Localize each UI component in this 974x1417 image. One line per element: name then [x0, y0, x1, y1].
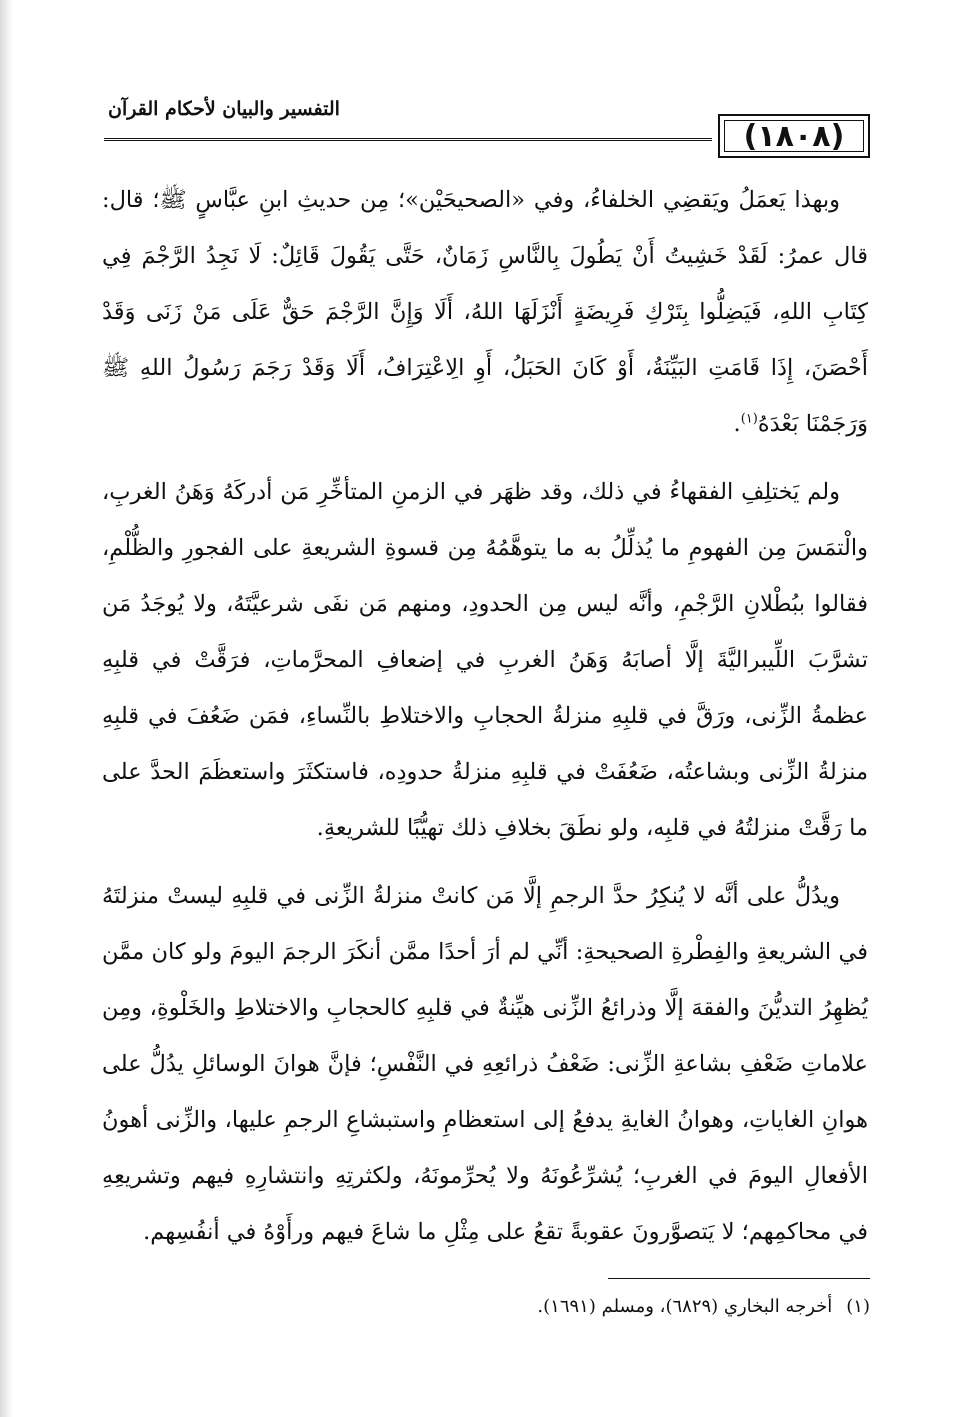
header-divider [104, 138, 712, 141]
page-header [104, 92, 870, 162]
footnote-text: أخرجه البخاري (٦٨٢٩)، ومسلم (١٦٩١). [537, 1296, 833, 1317]
paragraph-1-end: . [733, 411, 741, 437]
paragraph-1-text: وبهذا يَعمَلُ ويَقضِي الخلفاءُ، وفي «الصحيحَيْن»؛ مِن حديثِ ابنِ عبَّاسٍ ﷺ؛ قال: قال عمرُ: لَقَدْ خَشِيتُ أَنْ يَطُولَ بِالنَّاسِ زَمَانٌ، حَتَّى يَقُولَ قَائِلٌ: لَا نَجِدُ الرَّجْمَ فِي كِتَابِ اللهِ، فَيَضِلُّوا بِتَرْكِ فَرِيضَةٍ أَنْزَلَهَا اللهُ، أَلَا وَإِنَّ الرَّجْمَ حَقٌّ عَلَى مَنْ زَنَى وَقَدْ أَحْصَنَ، إِذَا قَامَتِ البَيِّنَةُ، أَوْ كَانَ الحَبَلُ، أَوِ الِاعْتِرَافُ، أَلَا وَقَدْ رَجَمَ رَسُولُ اللهِ ﷺ وَرَجَمْنَا بَعْدَهُ [102, 187, 868, 437]
footnote-number: (١) [846, 1296, 870, 1317]
book-title: التفسير والبيان لأحكام القرآن [108, 98, 340, 120]
footnote-divider [608, 1278, 870, 1279]
footnote-1 [104, 1292, 870, 1322]
footnote-reference: (١) [740, 411, 758, 427]
main-text [102, 172, 868, 1262]
paragraph-3: ويدُلُّ على أنَّه لا يُنكِرُ حدَّ الرجمِ إلَّا مَن كانتْ منزلةُ الزِّنى في قلبِهِ ليستْ منزلتَهُ في الشريعةِ والفِطْرةِ الصحيحةِ: أنِّي لم أرَ أحدًا ممَّن أنكَرَ الرجمَ اليومَ ولو كان ممَّن يُظهِرُ التديُّنَ والفقهَ إلَّا وذرائعُ الزِّنى هيِّنةٌ في قلبِهِ كالحجابِ والاختلاطِ والخَلْوةِ، ومِن علاماتِ ضَعْفِ بشاعةِ الزِّنى: ضَعْفُ ذرائعِهِ في النَّفْسِ؛ فإنَّ هوانَ الوسائلِ يدُلُّ على هوانِ الغاياتِ، وهوانُ الغايةِ يدفعُ إلى استعظامِ واستبشاعِ الرجمِ عليها، والزِّنى أهونُ الأفعالِ اليومَ في الغربِ؛ يُشرِّعُونَهُ ولا يُحرِّمونَهُ، ولكثرتِهِ وانتشارِهِ فيهم وتشريعِهِ في محاكمِهم؛ لا يَتصوَّرونَ عقوبةً تقعُ على مِثْلِ ما شاعَ فيهم ورأَوْهُ في أنفُسِهم. [102, 883, 868, 1245]
scan-shadow-edge [0, 0, 14, 1417]
page-number [718, 114, 870, 158]
page-number-text: (١٨٠٨) [743, 118, 845, 154]
paragraph-2: ولم يَختلِفِ الفقهاءُ في ذلك، وقد ظهَر في الزمنِ المتأخِّرِ مَن أدركَهُ وَهَنُ الغربِ، والْتمَسَ مِن الفهومِ ما يُذلِّلُ به ما يتوهَّمُهُ مِن قسوةِ الشريعةِ على الفجورِ والظُّلْمِ، فقالوا ببُطْلانِ الرَّجْمِ، وأنَّه ليس مِن الحدودِ، ومنهم مَن نفَى شرعيَّتَهُ، ولا يُوجَدُ مَن تشرَّبَ اللِّيبراليَّةَ إلَّا أصابَهُ وَهَنُ الغربِ في إضعافِ المحرَّماتِ، فرَقَّتْ في قلبِهِ عظمةُ الزِّنى، ورَقَّ في قلبِهِ منزلةُ الحجابِ والاختلاطِ بالنِّساءِ، فمَن ضَعُفَ في قلبِهِ منزلةُ الزِّنى وبشاعتُه، ضَعُفَتْ في قلبِهِ منزلةُ حدودِه، فاستكثَرَ واستعظَمَ الحدَّ على ما رَقَّتْ منزلتُهُ في قلبِه، ولو نطَقَ بخلافِ ذلك تهيُّبًا للشريعةِ. [102, 479, 868, 841]
paragraph-1 [102, 172, 868, 452]
